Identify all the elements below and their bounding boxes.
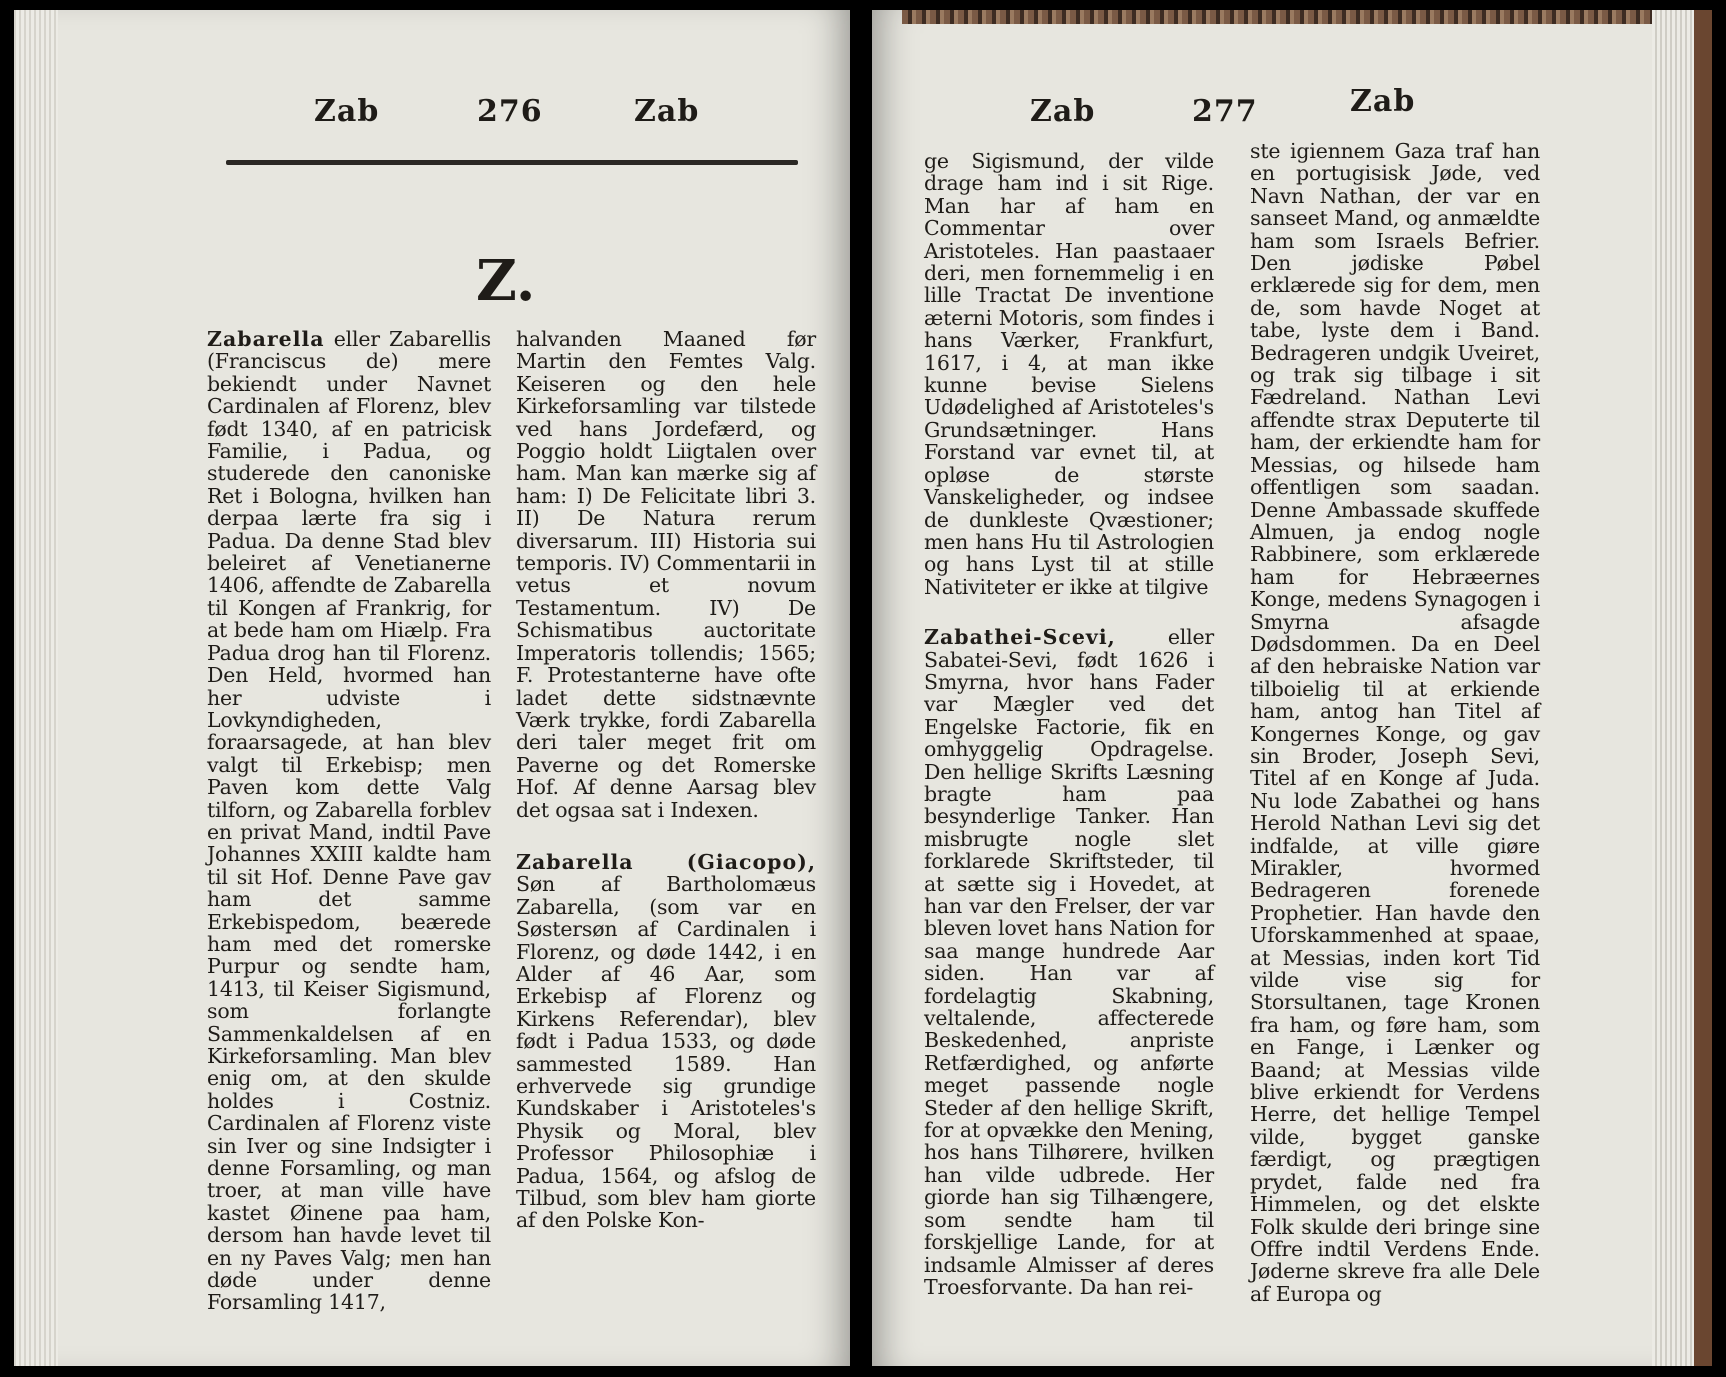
marbled-edge: [902, 10, 1662, 24]
right-page: [872, 10, 1712, 1366]
entry-continuation: [516, 328, 816, 821]
left-page: [14, 10, 850, 1366]
header-left-word: Zab: [314, 94, 380, 129]
entry-zabathei: [924, 626, 1214, 1298]
running-header: [872, 84, 1712, 140]
page-number: 276: [477, 94, 543, 129]
entry-text: eller Zabarellis (Franciscus de) mere bekiendt under Navnet Cardinalen af Florenz, blev født 1340, af en patricisk Familie, i Padua, og studerede den canoniske Ret i Bologna, hvilken han derpaa lærte fra sig i Padua. Da denne Stad blev beleiret af Venetianerne 1406, affendte de Zabarella til Kongen af Frankrig, for at bede ham om Hiælp. Fra Padua drog han til Florenz. Den Held, hvormed han her udviste i Lovkyndigheden, foraarsagede, at han blev valgt til Erkebisp; men Paven kom dette Valg tilforn, og Zabarella forblev en privat Mand, indtil Pave Johannes XXIII kaldte ham til sit Hof. Denne Pave gav ham det samme Erkebispedom, beærede ham med det romerske Purpur og sendte ham, 1413, til Keiser Sigismund, som forlangte Sammenkaldelsen af en Kirkeforsamling. Man blev enig om, at den skulde holdes i Costniz. Cardinalen af Florenz viste sin Iver og sine Indsigter i denne Forsamling, og man troer, at man ville have kastet Øinene paa ham, dersom han havde levet til en ny Paves Valg; men han døde under denne Forsamling 1417,: [207, 327, 491, 1315]
text-column-1: [207, 328, 491, 1314]
page-number: 277: [1192, 94, 1258, 129]
entry-headword: Zabathei-Scevi,: [924, 625, 1116, 650]
running-header: [14, 94, 850, 140]
book-cover-edge: [1694, 10, 1712, 1366]
text-column-1: [924, 150, 1214, 1298]
section-letter: Z.: [476, 248, 536, 314]
entry-continuation: [1250, 140, 1540, 1305]
page-stack-edge: [14, 10, 58, 1366]
entry-giacopo: [516, 851, 816, 1232]
entry-text: halvanden Maaned før Martin den Femtes Valg. Keiseren og den hele Kirkeforsamling var tilstede ved hans Jordefærd, og Poggio holdt Liigtalen over ham. Man kan mærke sig af ham: I) De Felicitate libri 3. II) De Natura rerum diversarum. III) Historia sui temporis. IV) Commentarii in vetus et novum Testamentum. IV) De Schismatibus auctoritate Imperatoris tollendis; 1565; F. Protestanterne have ofte ladet dette sidstnævnte Værk trykke, fordi Zabarella deri taler meget frit om Paverne og det Romerske Hof. Af denne Aarsag blev det ogsaa sat i Indexen.: [516, 327, 816, 822]
entry-text: ge Sigismund, der vilde drage ham ind i sit Rige. Man har af ham en Commentar over Aristoteles. Han paastaaer deri, men fornemmelig i en lille Tractat De inventione æterni Motoris, som findes i hans Værker, Frankfurt, 1617, i 4, at man ikke kunne bevise Sielens Udødelighed af Aristoteles's Grundsætninger. Hans Forstand var evnet til, at opløse de største Vanskeligheder, og indsee de dunkleste Qvæstioner; men hans Hu til Astrologien og hans Lyst til at stille Nativiteter er ikke at tilgive: [924, 149, 1214, 599]
entry-franciscus: [207, 328, 491, 1314]
entry-text: Søn af Bartholomæus Zabarella, (som var en Søstersøn af Cardinalen i Florenz, og døde 1442, i en Alder af 46 Aar, som Erkebisp af Florenz og Kirkens Referendar), blev født i Padua 1533, og døde sammested 1589. Han erhvervede sig grundige Kundskaber i Aristoteles's Physik og Moral, blev Professor Philosophiæ i Padua, 1564, og afslog de Tilbud, som blev ham giorte af den Polske Kon-: [516, 872, 816, 1233]
header-rule: [226, 160, 798, 165]
header-right-word: Zab: [634, 94, 700, 129]
entry-headword: Zabarella: [207, 327, 325, 351]
entry-text: ste igiennem Gaza traf han en portugisisk Jøde, ved Navn Nathan, der var en sanseet Mand, og anmældte ham som Israels Befrier. Den jødiske Pøbel erklærede sig for dem, men de, som havde Noget at tabe, lyste dem i Band. Bedrageren undgik Uveiret, og trak sig tilbage i sit Fædreland. Nathan Levi affendte strax Deputerte til ham, der erkiendte ham for Messias, og hilsede ham offentligen som saadan. Denne Ambassade skuffede Almuen, ja endog nogle Rabbinere, som erklærede ham for Hebræernes Konge, medens Synagogen i Smyrna afsagde Dødsdommen. Da en Deel af den hebraiske Nation var tilboielig til at erkiende ham, antog han Titel af Kongernes Konge, og gav sin Broder, Joseph Sevi, Titel af en Konge af Juda. Nu lode Zabathei og hans Herold Nathan Levi sig det indfalde, at ville giøre Mirakler, hvormed Bedrageren forenede Prophetier. Han havde den Uforskammenhed at spaae, at Messias, inden kort Tid vilde vise sig for Storsultanen, tage Kronen fra ham, og føre ham, som en Fange, i Lænker og Baand; at Messias vilde blive erkiendt for Verdens Herre, det hellige Tempel vilde, bygget ganske færdigt, og prægtigen prydet, falde ned fra Himmelen, og det elskte Folk skulde deri bringe sine Offre indtil Verdens Ende. Jøderne skreve fra alle Dele af Europa og: [1250, 139, 1540, 1306]
text-column-2: [516, 328, 816, 1232]
text-column-2: [1250, 140, 1540, 1305]
entry-continuation: [924, 150, 1214, 598]
entry-headword: Zabarella (Giacopo),: [516, 849, 816, 874]
entry-text: eller Sabatei-Sevi, født 1626 i Smyrna, hvor hans Fader var Mægler ved det Engelske Factorie, fik en omhyggelig Opdragelse. Den hellige Skrifts Læsning bragte ham paa besynderlige Tanker. Han misbrugte nogle slet forklarede Skriftsteder, til at sætte sig i Hovedet, at han var den Frelser, der var bleven lovet hans Nation for saa mange hundrede Aar siden. Han var af fordelagtig Skabning, veltalende, affecterede Beskedenhed, anpriste Retfærdighed, og anførte meget passende nogle Steder af den hellige Skrift, for at opvække den Mening, hos hans Tilhørere, hvilken han vilde udbrede. Her giorde han sig Tilhængere, som sendte ham til forskjellige Lande, for at indsamle Almisser af deres Troesforvante. Da han rei-: [924, 625, 1214, 1299]
header-left-word: Zab: [1030, 94, 1096, 129]
header-right-word: Zab: [1350, 84, 1416, 119]
